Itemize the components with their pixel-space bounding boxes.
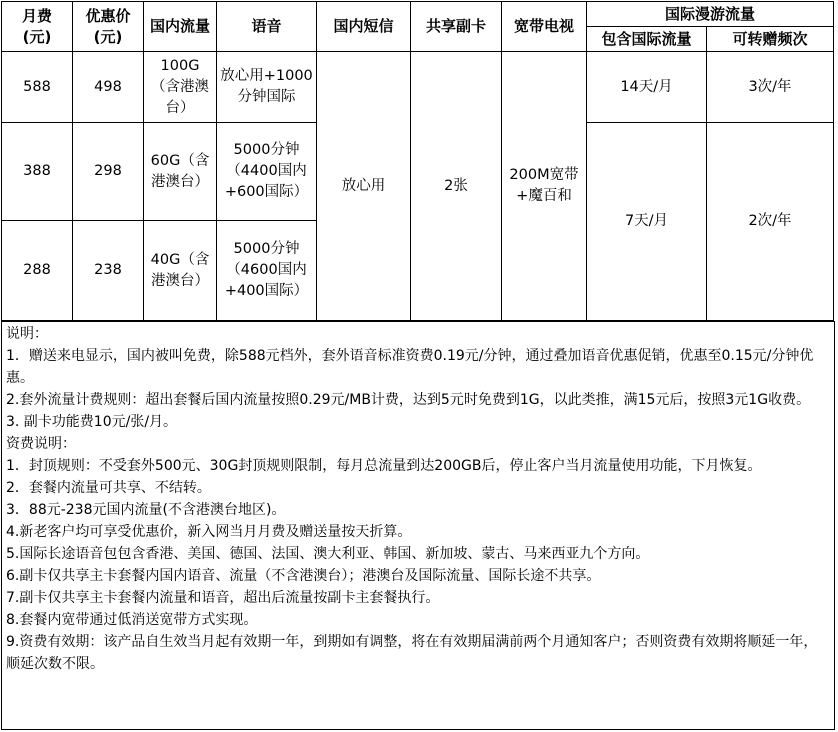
notes-line: 2．套餐内流量可共享、不结转。: [6, 480, 211, 496]
notes-line: 3. 副卡功能费10元/张/月。: [6, 414, 178, 430]
header-broadband-tv: 宽带电视: [502, 2, 587, 52]
header-monthly-fee: 月费 (元): [2, 2, 73, 52]
table-row: [2, 52, 834, 123]
broadband-tv-cell: 200M宽带+魔百和: [502, 52, 587, 321]
discount-price-cell: 238: [73, 221, 144, 321]
notes-line: 7.副卡仅共享主卡套餐内流量和语音，超出后流量按副卡主套餐执行。: [6, 590, 440, 606]
domestic-data-cell: 60G（含港澳台）: [144, 123, 217, 221]
header-intl-roaming: 国际漫游流量: [587, 2, 834, 27]
notes-line: 5.国际长途语音包包含香港、美国、德国、法国、澳大利亚、韩国、新加坡、蒙古、马来西亚九个方向。: [6, 546, 650, 562]
notes-line: 说明：: [6, 326, 48, 342]
monthly-fee-cell: 588: [2, 52, 73, 123]
notes-line: 资费说明：: [6, 436, 76, 452]
header-voice: 语音: [217, 2, 317, 52]
voice-cell: 放心用+1000分钟国际: [217, 52, 317, 123]
intl-data-cell: 7天/月: [587, 123, 707, 321]
monthly-fee-cell: 388: [2, 123, 73, 221]
domestic-sms-cell: 放心用: [317, 52, 411, 321]
notes-line: 6.副卡仅共享主卡套餐内国内语音、流量（不含港澳台）；港澳台及国际流量、国际长途不共享。: [6, 568, 601, 584]
transfer-gift-cell: 2次/年: [707, 123, 834, 321]
notes-line: 1．封顶规则：不受套外500元、30G封顶规则限制，每月总流量到达200GB后，停止客户当月流量使用功能，下月恢复。: [6, 458, 762, 474]
header-discount-price: 优惠价 (元): [73, 2, 144, 52]
discount-price-cell: 498: [73, 52, 144, 123]
discount-price-cell: 298: [73, 123, 144, 221]
header-domestic-data: 国内流量: [144, 2, 217, 52]
shared-card-cell: 2张: [411, 52, 502, 321]
header-shared-card: 共享副卡: [411, 2, 502, 52]
domestic-data-cell: 100G（含港澳台）: [144, 52, 217, 123]
notes-line: 9.资费有效期：该产品自生效当月起有效期一年，到期如有调整，将在有效期届满前两个月通知客户；否则资费有效期将顺延一年，顺延次数不限。: [6, 634, 818, 672]
transfer-gift-cell: 3次/年: [707, 52, 834, 123]
voice-cell: 5000分钟（4600国内+400国际）: [217, 221, 317, 321]
notes-line: 8.套餐内宽带通过低消送宽带方式实现。: [6, 612, 258, 628]
notes-section: [1, 321, 835, 730]
header-transfer-gift: 可转赠频次: [707, 27, 834, 52]
header-domestic-sms: 国内短信: [317, 2, 411, 52]
monthly-fee-cell: 288: [2, 221, 73, 321]
header-includes-intl-data: 包含国际流量: [587, 27, 707, 52]
notes-line: 2.套外流量计费规则：超出套餐后国内流量按照0.29元/MB计费，达到5元时免费到1G，以此类推，满15元后，按照3元1G收费。: [6, 392, 811, 408]
notes-line: 4.新老客户均可享受优惠价，新入网当月月费及赠送量按天折算。: [6, 524, 412, 540]
tariff-table: [1, 1, 834, 321]
domestic-data-cell: 40G（含港澳台）: [144, 221, 217, 321]
intl-data-cell: 14天/月: [587, 52, 707, 123]
notes-line: 3．88元-238元国内流量(不含港澳台地区)。: [6, 502, 286, 518]
voice-cell: 5000分钟（4400国内+600国际）: [217, 123, 317, 221]
notes-line: 1．赠送来电显示，国内被叫免费，除588元档外，套外语音标准资费0.19元/分钟，通过叠加语音优惠促销，优惠至0.15元/分钟优惠。: [6, 348, 814, 386]
